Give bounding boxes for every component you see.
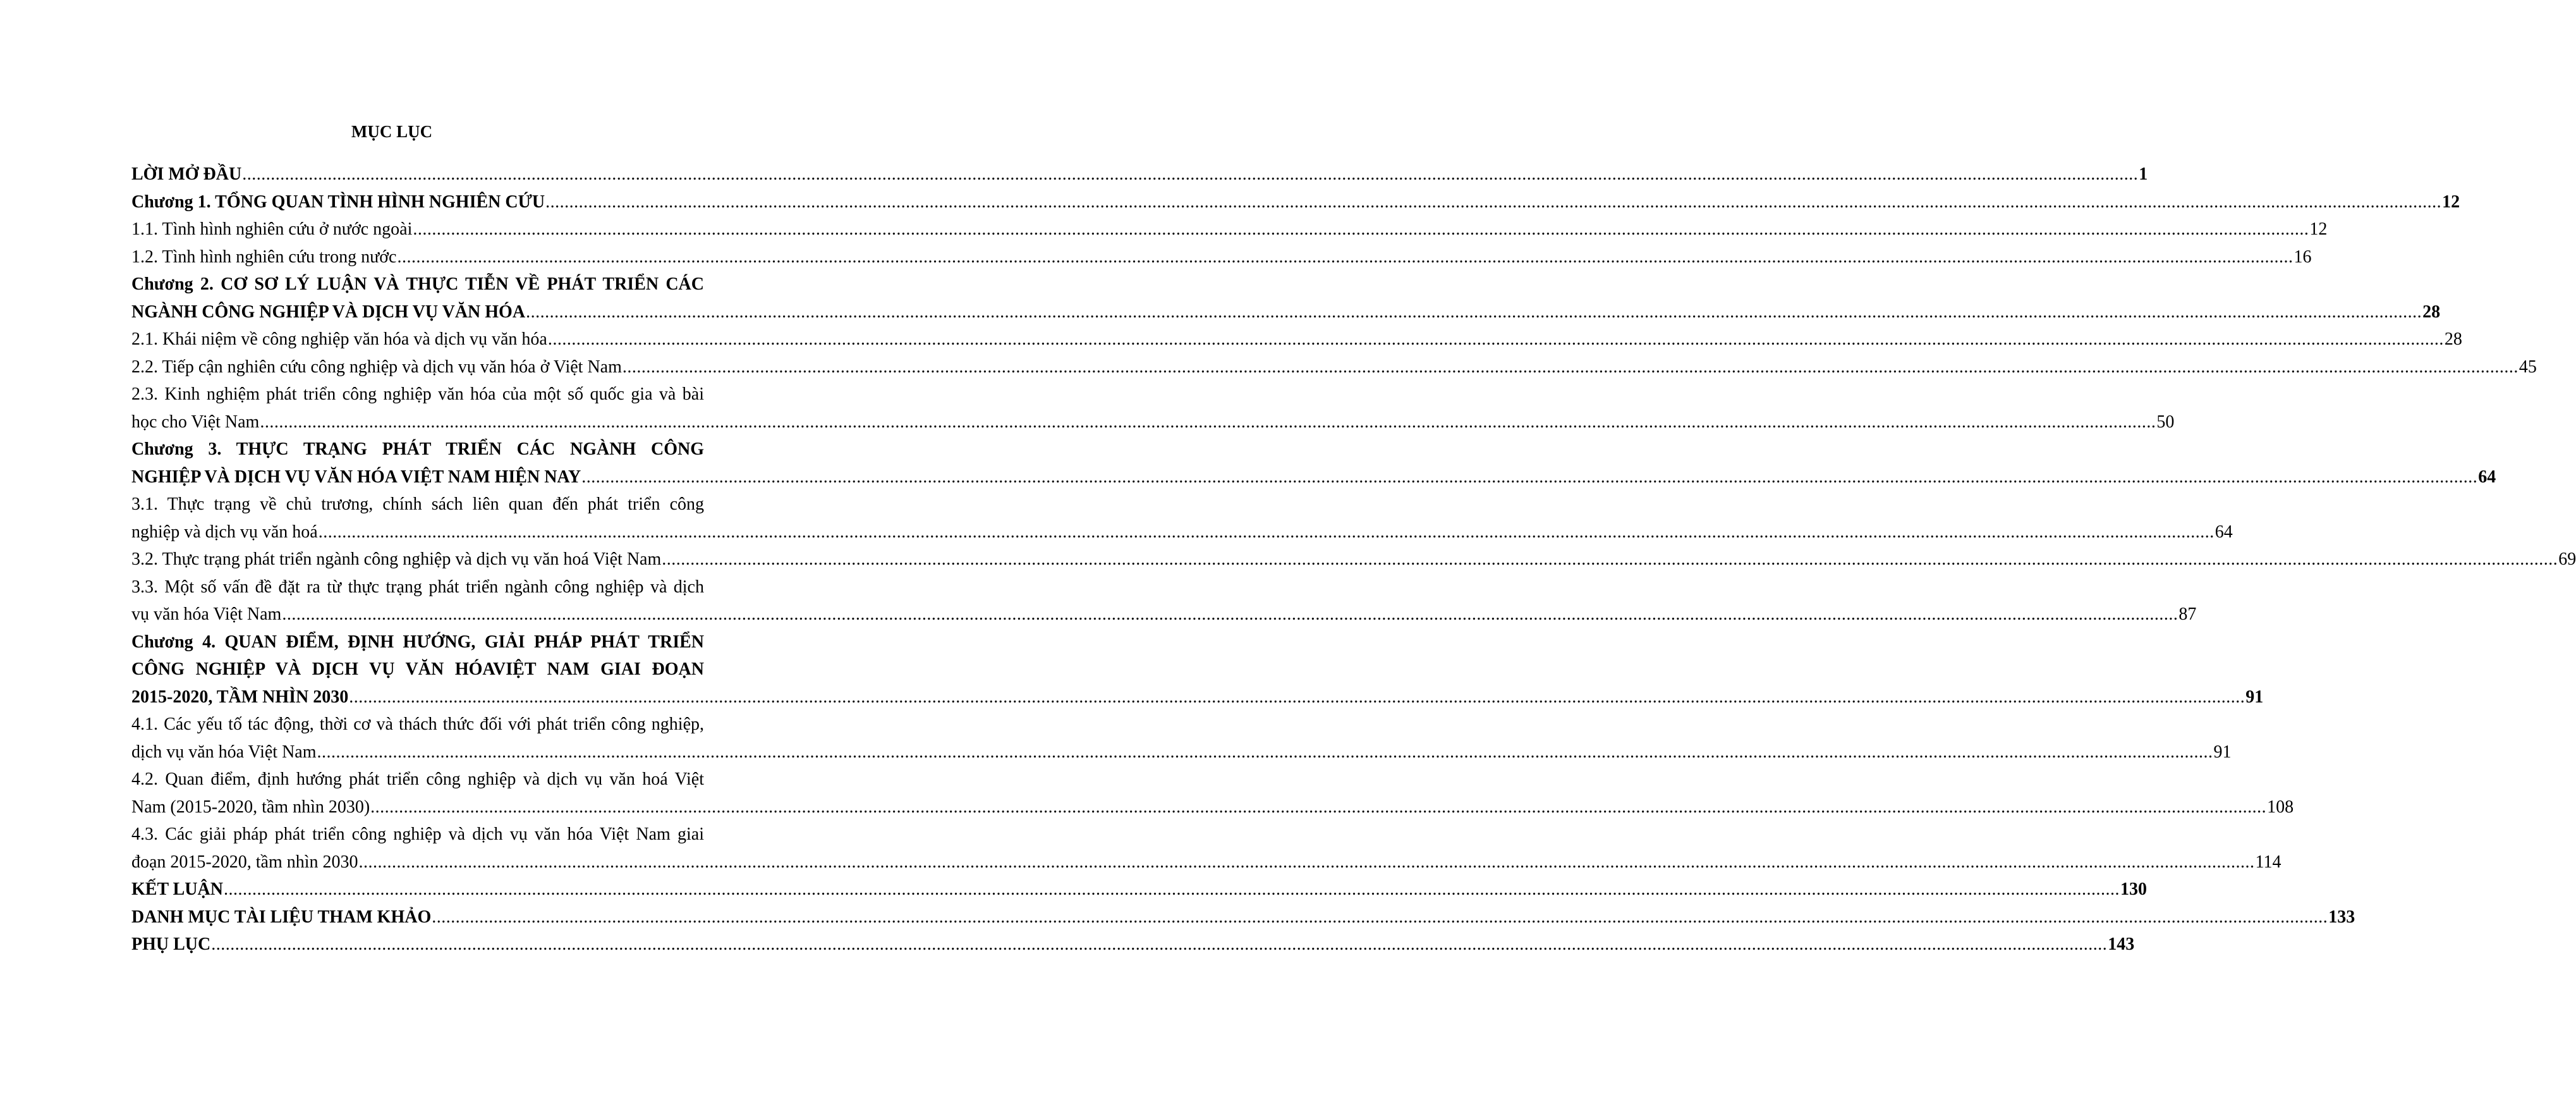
- toc-entry-line: [131, 463, 2496, 491]
- dot-leader: ................................................................................................................................................................................................................................................................................................................................................................................................................: [547, 329, 2444, 349]
- toc-entry-text: đoạn 2015-2020, tầm nhìn 2030: [131, 852, 358, 872]
- toc-entry-text: LỜI MỞ ĐẦU: [131, 164, 242, 184]
- toc-entry[interactable]: [131, 628, 2264, 711]
- toc-entry-line: [131, 601, 2197, 628]
- toc-page-number: 16: [2293, 247, 2312, 267]
- page-title: MỤC LỤC: [351, 122, 433, 141]
- toc-entry[interactable]: [131, 491, 2233, 546]
- toc-page-number: 114: [2255, 852, 2281, 872]
- toc-entry[interactable]: [131, 216, 2328, 243]
- toc-entry-line: [131, 518, 2233, 546]
- toc-entry-line: [131, 904, 2355, 931]
- toc-entry-line: [131, 876, 2147, 904]
- toc-entry-text: NGHIỆP VÀ DỊCH VỤ VĂN HÓA VIỆT NAM HIỆN NAY: [131, 467, 581, 487]
- toc-entry-text: 4.2. Quan điểm, định hướng phát triển công nghiệp và dịch vụ văn hoá Việt: [131, 769, 704, 789]
- toc-entry-line: [131, 216, 2328, 243]
- toc-entry-line: [131, 353, 2537, 381]
- toc-entry-text: 4.3. Các giải pháp phát triển công nghiệp và dịch vụ văn hóa Việt Nam giai: [131, 824, 704, 844]
- toc-entry-text: Chương 1. TỔNG QUAN TÌNH HÌNH NGHIÊN CỨU: [131, 192, 545, 212]
- toc-entry-text: 3.3. Một số vấn đề đặt ra từ thực trạng phát triển ngành công nghiệp và dịch: [131, 577, 704, 597]
- toc-page-number: 45: [2518, 357, 2537, 377]
- dot-leader: ................................................................................................................................................................................................................................................................................................................................................................................................................: [622, 357, 2518, 377]
- toc-entry[interactable]: [131, 931, 2135, 959]
- toc-entry-text: dịch vụ văn hóa Việt Nam: [131, 742, 317, 762]
- dot-leader: ................................................................................................................................................................................................................................................................................................................................................................................................................: [260, 412, 2156, 432]
- toc-entry-text: PHỤ LỤC: [131, 934, 211, 954]
- toc-page-number: 133: [2328, 907, 2355, 927]
- toc-entry-line: [131, 793, 2294, 821]
- toc-page-number: 69: [2558, 549, 2576, 569]
- toc-entry-text: 1.2. Tình hình nghiên cứu trong nước: [131, 247, 397, 267]
- toc-entry-text: 3.2. Thực trạng phát triển ngành công nghiệp và dịch vụ văn hoá Việt Nam: [131, 549, 662, 569]
- toc-entry-text: 3.1. Thực trạng về chủ trương, chính sách liên quan đến phát triển công: [131, 494, 704, 514]
- toc-entry-text: Nam (2015-2020, tầm nhìn 2030): [131, 797, 370, 817]
- toc-entry-line: [131, 546, 2576, 573]
- dot-leader: ................................................................................................................................................................................................................................................................................................................................................................................................................: [432, 907, 2328, 927]
- toc-entry-line: [131, 408, 2175, 436]
- toc-entry[interactable]: [131, 876, 2147, 904]
- toc-entry-text: 2.1. Khái niệm về công nghiệp văn hóa và dịch vụ văn hóa: [131, 329, 547, 349]
- toc-entry-line: [131, 326, 2462, 353]
- toc-page-number: 143: [2108, 934, 2135, 954]
- dot-leader: ................................................................................................................................................................................................................................................................................................................................................................................................................: [318, 522, 2215, 542]
- dot-leader: ................................................................................................................................................................................................................................................................................................................................................................................................................: [413, 219, 2309, 239]
- dot-leader: ................................................................................................................................................................................................................................................................................................................................................................................................................: [317, 742, 2213, 762]
- toc-entry[interactable]: [131, 766, 2294, 821]
- toc-entry[interactable]: [131, 436, 2496, 491]
- toc-page-number: 91: [2245, 687, 2264, 707]
- dot-leader: ................................................................................................................................................................................................................................................................................................................................................................................................................: [349, 687, 2245, 707]
- toc-entry-text: Chương 3. THỰC TRẠNG PHÁT TRIỂN CÁC NGÀNH CÔNG: [131, 439, 704, 459]
- toc-entry[interactable]: [131, 353, 2537, 381]
- dot-leader: ................................................................................................................................................................................................................................................................................................................................................................................................................: [223, 879, 2120, 899]
- dot-leader: ................................................................................................................................................................................................................................................................................................................................................................................................................: [545, 192, 2442, 212]
- toc-entry-text: CÔNG NGHIỆP VÀ DỊCH VỤ VĂN HÓAVIỆT NAM GIAI ĐOẠN: [131, 659, 704, 679]
- toc-entry[interactable]: [131, 188, 2460, 216]
- dot-leader: ................................................................................................................................................................................................................................................................................................................................................................................................................: [526, 302, 2422, 322]
- toc-page-number: 108: [2267, 797, 2294, 817]
- toc-entry-text: 2.3. Kinh nghiệm phát triển công nghiệp văn hóa của một số quốc gia và bài: [131, 384, 704, 404]
- dot-leader: ................................................................................................................................................................................................................................................................................................................................................................................................................: [211, 934, 2108, 954]
- toc-page-number: 64: [2478, 467, 2496, 487]
- toc-entry-text: vụ văn hóa Việt Nam: [131, 604, 282, 624]
- dot-leader: ................................................................................................................................................................................................................................................................................................................................................................................................................: [242, 164, 2139, 184]
- toc-entry-text: NGÀNH CÔNG NGHIỆP VÀ DỊCH VỤ VĂN HÓA: [131, 302, 526, 322]
- table-of-contents: [131, 161, 2576, 959]
- toc-page-number: 50: [2156, 412, 2175, 432]
- dot-leader: ................................................................................................................................................................................................................................................................................................................................................................................................................: [581, 467, 2478, 487]
- toc-page-number: 28: [2444, 329, 2462, 349]
- toc-entry-text: DANH MỤC TÀI LIỆU THAM KHẢO: [131, 907, 432, 927]
- dot-leader: ................................................................................................................................................................................................................................................................................................................................................................................................................: [370, 797, 2267, 817]
- toc-entry-text: Chương 2. CƠ SƠ LÝ LUẬN VÀ THỰC TIỄN VỀ PHÁT TRIỂN CÁC: [131, 274, 704, 294]
- toc-entry-text: học cho Việt Nam: [131, 412, 260, 432]
- toc-entry-line: [131, 849, 2281, 876]
- toc-entry-line: [131, 738, 2232, 766]
- toc-page-number: 91: [2213, 742, 2232, 762]
- toc-entry-line: [131, 683, 2264, 711]
- toc-entry-text: nghiệp và dịch vụ văn hoá: [131, 522, 318, 542]
- toc-entry-text: KẾT LUẬN: [131, 879, 223, 899]
- toc-entry[interactable]: [131, 904, 2355, 931]
- toc-entry-text: 2.2. Tiếp cận nghiên cứu công nghiệp và dịch vụ văn hóa ở Việt Nam: [131, 357, 622, 377]
- toc-entry[interactable]: [131, 381, 2175, 436]
- toc-page-number: 28: [2422, 302, 2441, 322]
- toc-page-number: 1: [2139, 164, 2148, 184]
- toc-entry-line: [131, 161, 2148, 188]
- toc-entry[interactable]: [131, 271, 2441, 326]
- toc-entry[interactable]: [131, 326, 2462, 353]
- toc-entry[interactable]: [131, 573, 2197, 628]
- toc-entry[interactable]: [131, 243, 2312, 271]
- toc-entry[interactable]: [131, 161, 2148, 188]
- toc-entry-text: 1.1. Tình hình nghiên cứu ở nước ngoài: [131, 219, 413, 239]
- dot-leader: ................................................................................................................................................................................................................................................................................................................................................................................................................: [282, 604, 2178, 624]
- toc-entry-line: [131, 243, 2312, 271]
- toc-entry-text: 2015-2020, TẦM NHÌN 2030: [131, 687, 349, 707]
- toc-entry-text: 4.1. Các yếu tố tác động, thời cơ và thách thức đối với phát triển công nghiệp,: [131, 714, 704, 734]
- toc-entry[interactable]: [131, 821, 2281, 876]
- toc-page-number: 64: [2215, 522, 2233, 542]
- toc-page-number: 12: [2309, 219, 2328, 239]
- toc-page-number: 12: [2442, 192, 2460, 212]
- toc-entry-line: [131, 298, 2441, 326]
- toc-entry[interactable]: [131, 711, 2232, 766]
- toc-page-number: 130: [2120, 879, 2147, 899]
- toc-entry[interactable]: [131, 546, 2576, 573]
- toc-entry-text: Chương 4. QUAN ĐIỂM, ĐỊNH HƯỚNG, GIẢI PHÁP PHÁT TRIỂN: [131, 632, 704, 652]
- dot-leader: ................................................................................................................................................................................................................................................................................................................................................................................................................: [662, 549, 2558, 569]
- toc-page-number: 87: [2178, 604, 2197, 624]
- dot-leader: ................................................................................................................................................................................................................................................................................................................................................................................................................: [397, 247, 2293, 267]
- toc-entry-line: [131, 188, 2460, 216]
- dot-leader: ................................................................................................................................................................................................................................................................................................................................................................................................................: [358, 852, 2255, 872]
- toc-entry-line: [131, 931, 2135, 959]
